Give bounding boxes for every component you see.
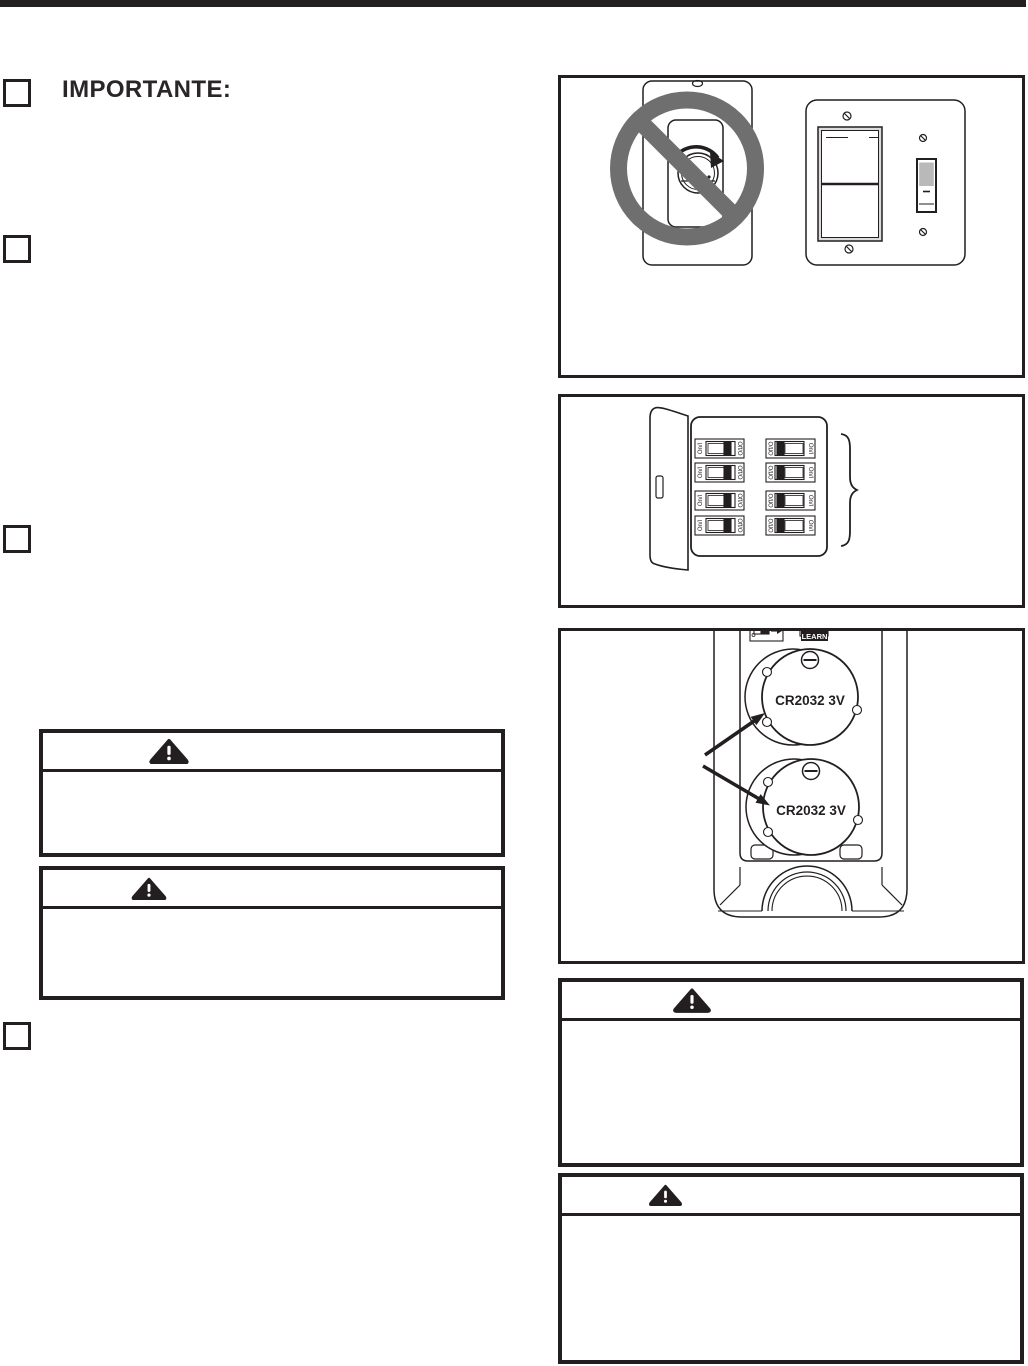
svg-text:Off/O: Off/O xyxy=(736,465,742,480)
svg-text:Off/O: Off/O xyxy=(736,493,742,508)
figure-no-dimmer xyxy=(558,75,1025,378)
warning-triangle-icon xyxy=(130,877,168,900)
warning-box-1-body xyxy=(43,772,501,853)
svg-text:On/I: On/I xyxy=(698,442,704,455)
warning-box-3 xyxy=(558,978,1024,1167)
battery-2 xyxy=(746,759,863,855)
breaker-row xyxy=(766,439,815,458)
figure-remote-batteries xyxy=(558,628,1025,964)
toggle-switch xyxy=(917,159,936,212)
svg-text:Off/O: Off/O xyxy=(736,441,742,456)
screw-slot-icon xyxy=(803,763,820,780)
warning-box-1 xyxy=(39,729,505,857)
svg-text:Off/O: Off/O xyxy=(769,441,775,456)
step-checkbox-1 xyxy=(3,79,31,107)
svg-text:On/I: On/I xyxy=(807,442,813,455)
battery-door-tab xyxy=(840,845,862,859)
breaker-row xyxy=(766,463,815,482)
no-dimmer-illustration xyxy=(561,78,1022,375)
svg-text:On/I: On/I xyxy=(698,494,704,507)
door-handle-slot xyxy=(656,476,663,498)
battery-label: CR2032 3V xyxy=(775,693,845,708)
battery-1 xyxy=(745,649,862,745)
svg-text:On/I: On/I xyxy=(807,466,813,479)
svg-text:Off/O: Off/O xyxy=(769,465,775,480)
battery-label: CR2032 3V xyxy=(776,803,846,818)
warning-box-2 xyxy=(39,866,505,1000)
warning-box-2-header xyxy=(43,870,501,909)
thumb-notch xyxy=(762,866,852,911)
step-checkbox-4 xyxy=(3,1022,31,1050)
breaker-row xyxy=(695,439,744,458)
step-checkbox-2 xyxy=(3,235,31,263)
breaker-row xyxy=(695,463,744,482)
warning-box-1-header xyxy=(43,733,501,772)
curly-brace-icon xyxy=(841,434,857,546)
page-top-rule xyxy=(0,0,1026,7)
step-checkbox-3 xyxy=(3,525,31,553)
page-title: IMPORTANTE: xyxy=(62,76,232,103)
warning-box-4-header xyxy=(562,1177,1020,1216)
breaker-panel-illustration xyxy=(561,397,1022,605)
learn-button-label: LEARN xyxy=(801,631,828,641)
breaker-row xyxy=(695,516,744,535)
learn-button xyxy=(800,631,828,641)
svg-text:On/I: On/I xyxy=(698,466,704,479)
warning-box-4 xyxy=(558,1173,1024,1364)
rocker-switch xyxy=(818,127,882,241)
switch-wall-plate xyxy=(806,100,965,265)
warning-triangle-icon xyxy=(148,738,190,764)
svg-text:Off/O: Off/O xyxy=(769,493,775,508)
screw-slot-icon xyxy=(802,652,819,669)
warning-box-3-header xyxy=(562,982,1020,1021)
svg-text:On/I: On/I xyxy=(698,519,704,532)
svg-text:Off/O: Off/O xyxy=(769,518,775,533)
warning-box-4-body xyxy=(562,1216,1020,1360)
warning-triangle-icon xyxy=(648,1184,683,1206)
breaker-row xyxy=(766,516,815,535)
breaker-row xyxy=(695,491,744,510)
warning-triangle-icon xyxy=(672,987,712,1013)
figure-breaker-panel xyxy=(558,394,1025,608)
dip-switch xyxy=(750,631,783,641)
svg-text:On/I: On/I xyxy=(807,494,813,507)
breaker-row xyxy=(766,491,815,510)
remote-illustration xyxy=(561,631,1022,961)
warning-box-2-body xyxy=(43,909,501,996)
svg-text:Off/O: Off/O xyxy=(736,518,742,533)
warning-box-3-body xyxy=(562,1021,1020,1163)
svg-text:On/I: On/I xyxy=(807,519,813,532)
